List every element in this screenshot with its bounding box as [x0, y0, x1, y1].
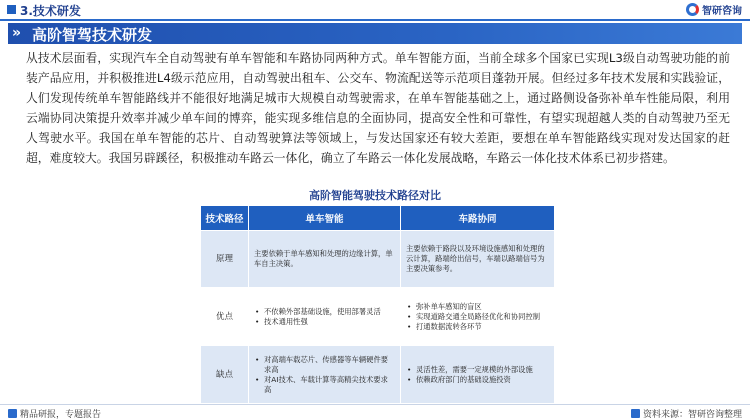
double-chevron-icon: » — [12, 25, 19, 41]
banner-title: 高阶智驾技术研发 — [32, 26, 153, 44]
page-footer — [0, 406, 750, 419]
comparison-table — [200, 205, 555, 404]
list-item: • 对AI技术、车载计算等高精尖技术要求高 — [254, 375, 395, 395]
list-item: • 技术通用性强 — [254, 317, 395, 327]
table-row — [201, 231, 555, 288]
header-cell-single: 单车智能 — [249, 206, 401, 231]
cell-single-advantages — [249, 288, 401, 346]
body-paragraph: 从技术层面看，实现汽车全自动驾驶有单车智能和车路协同两种方式。单车智能方面，当前全球多个国家已实现L3级自动驾驶功能的前装产品应用，并积极推进L4级示范应用，自动驾驶出租车、公交车、物流配送等示范项目蓬勃开展。但经过多年技术发展和实践验证，人们发现传统单车智能路线并不能很好地满足城市大规模自动驾驶需求，在单车智能基础之上，通过路侧设备弥补单车性能局限，利用云端协同决策提升效率并减少单车间的博弈，能实现多维信息的全面协同，提高安全性和可靠性，有望实现超越人类的自动驾驶乃至无人驾驶水平。我国在单车智能的芯片、自动驾驶算法等领域上，与发达国家还有较大差距，要想在单车智能路线实现对发达国家的赶超，难度较大。我国另辟蹊径，积极推动车路云一体化，确立了车路云一体化发展战略，车路云一体化技术体系已初步搭建。 — [26, 51, 730, 165]
table-row — [201, 288, 555, 346]
source-icon — [631, 409, 640, 418]
footer-divider — [0, 404, 750, 405]
list-item: • 对高端车载芯片、传感器等车辆硬件要求高 — [254, 355, 395, 375]
header-divider — [0, 19, 750, 21]
row-label-advantages: 优点 — [201, 288, 249, 346]
cell-single-principle: 主要依赖于单车感知和处理的边缘计算，单车自主决策。 — [249, 231, 401, 288]
header-cell-path: 技术路径 — [201, 206, 249, 231]
logo-mark-icon — [686, 3, 699, 16]
list-item: • 打通数据流转各环节 — [406, 322, 549, 332]
list-item: • 依赖政府部门的基础设施投资 — [406, 375, 549, 385]
cell-coop-principle: 主要依赖于路段以及环境设施感知和处理的云计算，路端给出信号，车端以路端信号为主要决策参考。 — [401, 231, 555, 288]
section-square-icon — [7, 5, 16, 14]
footer-left — [8, 407, 101, 419]
title-banner — [8, 23, 742, 44]
table-title: 高阶智能驾驶技术路径对比 — [309, 189, 441, 202]
top-header — [0, 0, 750, 20]
row-label-principle: 原理 — [201, 231, 249, 288]
footer-source-text: 资料来源：智研咨询整理 — [642, 410, 742, 419]
table-header-row — [201, 206, 555, 231]
cell-single-disadvantages — [249, 346, 401, 404]
section-title: 3.技术研发 — [20, 4, 81, 18]
row-label-disadvantages: 缺点 — [201, 346, 249, 404]
list-item: • 弥补单车感知的盲区 — [406, 302, 549, 312]
cell-coop-disadvantages — [401, 346, 555, 404]
footer-right — [631, 407, 742, 419]
brand-logo — [686, 2, 742, 17]
list-item: • 灵活性差，需要一定规模的外部设施 — [406, 365, 549, 375]
logo-text: 智研咨询 — [702, 6, 742, 17]
list-item: • 不依赖外部基础设施，使用部署灵活 — [254, 307, 395, 317]
header-cell-coop: 车路协同 — [401, 206, 555, 231]
report-icon — [8, 409, 17, 418]
footer-left-text: 精品研报，专题报告 — [20, 410, 102, 419]
table-row — [201, 346, 555, 404]
cell-coop-advantages — [401, 288, 555, 346]
list-item: • 实现道路交通全局路径优化和协同控制 — [406, 312, 549, 322]
